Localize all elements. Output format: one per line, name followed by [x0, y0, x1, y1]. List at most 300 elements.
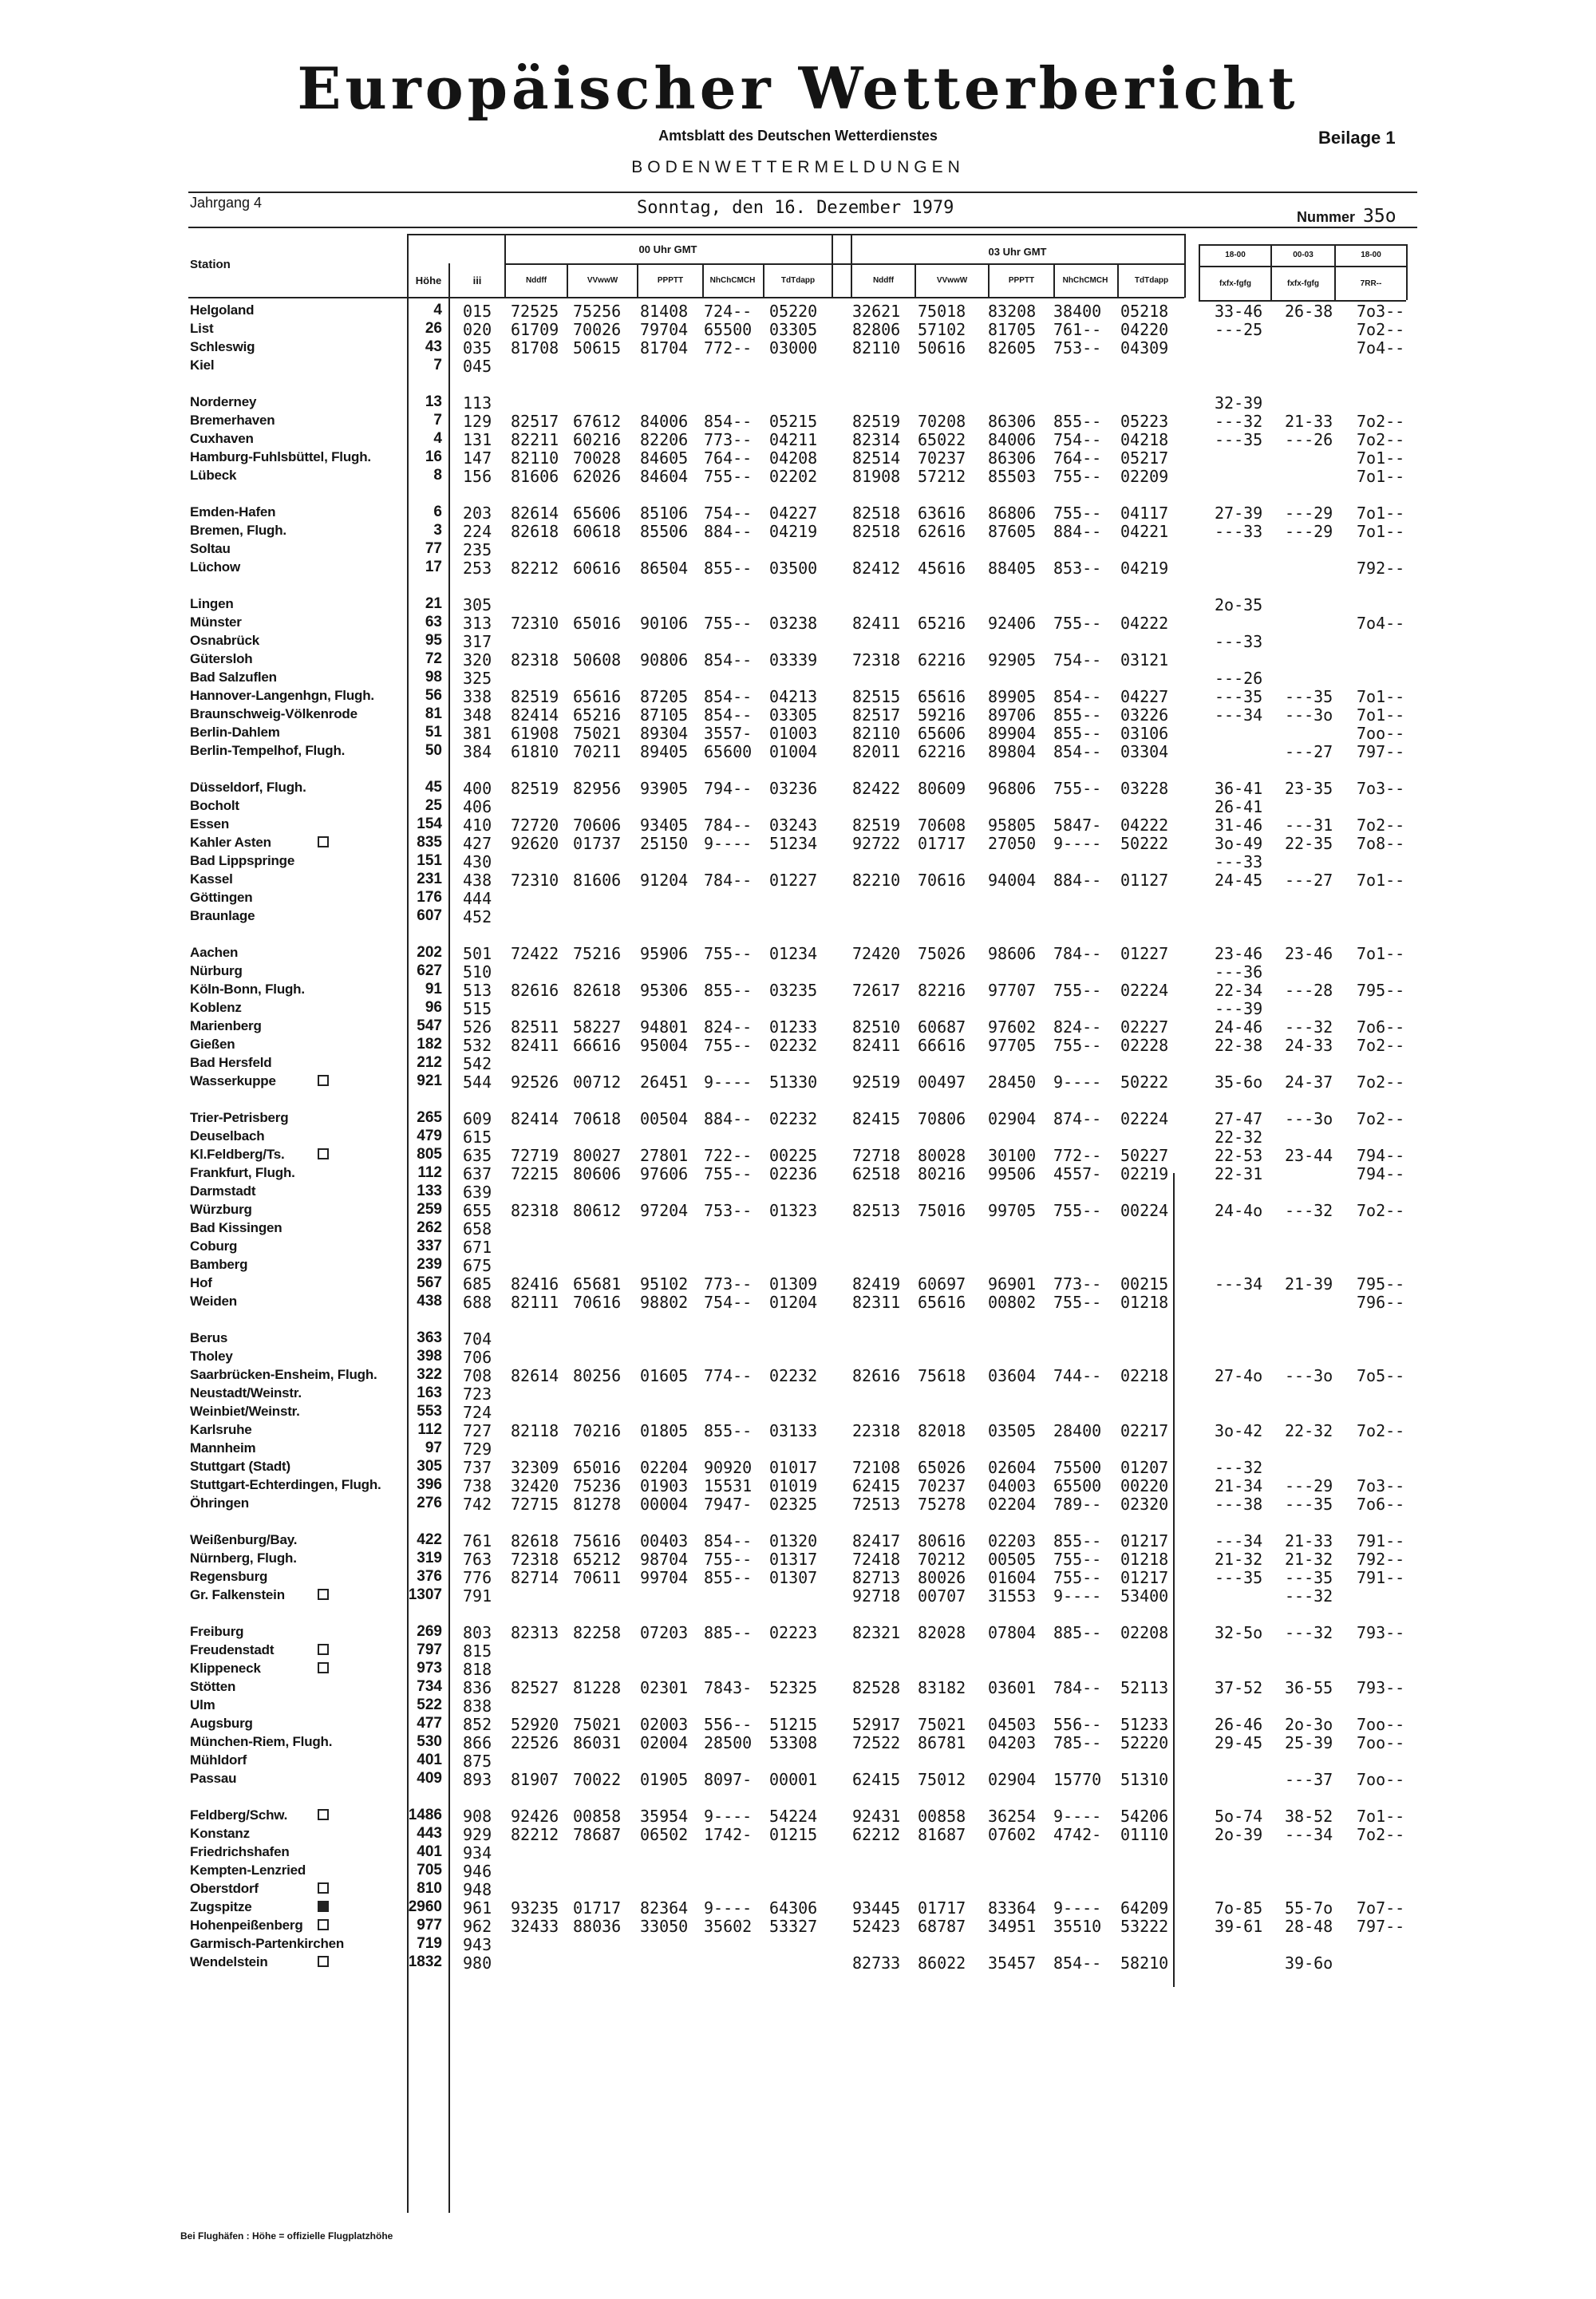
extra-r1: 21-34: [1215, 1476, 1263, 1495]
obs-03-group: 86781: [918, 1733, 966, 1752]
station-name: Köln-Bonn, Flugh.: [190, 982, 305, 997]
station-name: Cuxhaven: [190, 431, 254, 446]
obs-00-group: 85506: [640, 522, 689, 541]
station-name: Stötten: [190, 1679, 236, 1694]
obs-03-group: 853--: [1053, 559, 1102, 578]
obs-03-group: 84006: [988, 430, 1037, 449]
obs-03-group: 82216: [918, 981, 966, 1000]
extra-r2: ---34: [1285, 1825, 1333, 1844]
obs-00-group: 05215: [769, 412, 818, 431]
obs-00-group: 80606: [573, 1164, 622, 1183]
station-height: 319: [417, 1550, 442, 1566]
obs-03-group: 92519: [852, 1072, 901, 1092]
extra-r2: 21-33: [1285, 412, 1333, 431]
station-name: Coburg: [190, 1238, 238, 1254]
obs-03-group: 96901: [988, 1274, 1037, 1294]
obs-03-group: 89804: [988, 742, 1037, 761]
obs-00-group: 89405: [640, 742, 689, 761]
station-marker-open-icon: [318, 836, 329, 847]
table-row: [0, 614, 1596, 631]
obs-03-group: 92406: [988, 614, 1037, 633]
obs-03-group: 755--: [1053, 779, 1102, 798]
station-height: 133: [417, 1183, 442, 1199]
obs-00-group: 92620: [511, 834, 559, 853]
obs-00-group: 01017: [769, 1458, 818, 1477]
extra-r3: 7o1--: [1357, 687, 1405, 706]
obs-00-group: 72310: [511, 871, 559, 890]
extra-r3: 7o2--: [1357, 1109, 1405, 1128]
station-height: 7: [433, 412, 442, 429]
obs-00-group: 60618: [573, 522, 622, 541]
obs-00-group: 51215: [769, 1715, 818, 1734]
station-index: 737: [463, 1458, 492, 1477]
extra-r3: 792--: [1357, 559, 1405, 578]
extra-r1: ---34: [1215, 1531, 1263, 1550]
station-index: 131: [463, 430, 492, 449]
station-height: 553: [417, 1403, 442, 1420]
station-height: 401: [417, 1843, 442, 1860]
table-row: [0, 797, 1596, 815]
table-row: [0, 1678, 1596, 1696]
obs-00-group: 82614: [511, 1366, 559, 1385]
station-name: Gr. Falkenstein: [190, 1587, 285, 1602]
table-row: [0, 1715, 1596, 1732]
obs-00-group: 80256: [573, 1366, 622, 1385]
station-name: Osnabrück: [190, 633, 260, 648]
obs-00-group: 82527: [511, 1678, 559, 1697]
obs-00-group: 82211: [511, 430, 559, 449]
obs-00-group: 722--: [704, 1146, 753, 1165]
obs-03-group: 63616: [918, 504, 966, 523]
obs-00-group: 72310: [511, 614, 559, 633]
table-row: [0, 1807, 1596, 1824]
station-name: Garmisch-Partenkirchen: [190, 1936, 345, 1951]
obs-00-group: 88036: [573, 1917, 622, 1936]
station-name: Kiel: [190, 357, 215, 373]
obs-03-group: 03304: [1120, 742, 1169, 761]
obs-03-group: 02217: [1120, 1421, 1169, 1440]
table-row: [0, 907, 1596, 925]
table-row: [0, 1953, 1596, 1971]
station-index: 430: [463, 852, 492, 871]
station-index: 203: [463, 504, 492, 523]
obs-00-group: 01317: [769, 1550, 818, 1569]
obs-00-group: 81606: [573, 871, 622, 890]
obs-03-group: 51310: [1120, 1770, 1169, 1789]
station-marker-open-icon: [318, 1075, 329, 1086]
station-index: 943: [463, 1935, 492, 1954]
station-name: Lüchow: [190, 559, 241, 575]
extra-r1: 2o-35: [1215, 595, 1263, 614]
obs-00-group: 60216: [573, 430, 622, 449]
station-index: 948: [463, 1880, 492, 1899]
station-height: 322: [417, 1366, 442, 1383]
obs-03-group: 01227: [1120, 944, 1169, 963]
obs-03-group: 04227: [1120, 687, 1169, 706]
station-name: Bad Hersfeld: [190, 1055, 272, 1070]
obs-00-group: 87105: [640, 705, 689, 725]
station-height: 1832: [408, 1953, 442, 1970]
station-height: 276: [417, 1495, 442, 1511]
table-row: [0, 632, 1596, 650]
obs-03-group: 81705: [988, 320, 1037, 339]
obs-03-group: 02604: [988, 1458, 1037, 1477]
obs-00-group: 65016: [573, 1458, 622, 1477]
obs-00-group: 91204: [640, 871, 689, 890]
obs-00-group: 7843-: [704, 1678, 753, 1697]
extra-r2: 39-6o: [1285, 1953, 1333, 1973]
obs-03-group: 62415: [852, 1770, 901, 1789]
obs-00-group: 90806: [640, 650, 689, 670]
obs-00-group: 53327: [769, 1917, 818, 1936]
obs-03-group: 04222: [1120, 816, 1169, 835]
obs-00-group: 02232: [769, 1036, 818, 1055]
col-header-hoehe: Höhe: [415, 275, 442, 286]
station-name: Deuselbach: [190, 1128, 265, 1144]
station-index: 708: [463, 1366, 492, 1385]
page-title: Europäischer Wetterbericht: [297, 54, 1299, 122]
obs-00-group: 753--: [704, 1201, 753, 1220]
station-height: 567: [417, 1274, 442, 1291]
extra-r3: 7o6--: [1357, 1495, 1405, 1514]
station-height: 154: [417, 816, 442, 832]
obs-03-group: 01218: [1120, 1293, 1169, 1312]
station-height: 522: [417, 1697, 442, 1713]
obs-03-group: 65026: [918, 1458, 966, 1477]
station-height: 835: [417, 834, 442, 851]
station-name: Passau: [190, 1771, 237, 1786]
obs-00-group: 70606: [573, 816, 622, 835]
station-index: 946: [463, 1862, 492, 1881]
obs-00-group: 774--: [704, 1366, 753, 1385]
obs-03-group: 36254: [988, 1807, 1037, 1826]
obs-00-group: 81907: [511, 1770, 559, 1789]
obs-00-group: 87205: [640, 687, 689, 706]
station-height: 72: [425, 650, 442, 667]
extra-r1: 21-32: [1215, 1550, 1263, 1569]
obs-03-group: 82528: [852, 1678, 901, 1697]
obs-03-group: 92722: [852, 834, 901, 853]
station-height: 265: [417, 1109, 442, 1126]
obs-00-group: 755--: [704, 467, 753, 486]
station-height: 810: [417, 1880, 442, 1897]
obs-03-group: 04218: [1120, 430, 1169, 449]
table-row: [0, 962, 1596, 980]
r2-header: 00-03: [1293, 251, 1314, 259]
extra-r2: ---27: [1285, 742, 1333, 761]
extra-r3: 7o1--: [1357, 467, 1405, 486]
obs-03-group: 82018: [918, 1421, 966, 1440]
obs-03-group: 07602: [988, 1825, 1037, 1844]
station-name: Bad Salzuflen: [190, 670, 277, 685]
station-height: 719: [417, 1935, 442, 1952]
obs-00-group: 755--: [704, 944, 753, 963]
obs-00-group: 82318: [511, 650, 559, 670]
obs-00-group: 01227: [769, 871, 818, 890]
obs-00-group: 755--: [704, 1164, 753, 1183]
obs-00-group: 70616: [573, 1293, 622, 1312]
obs-03-group: 854--: [1053, 1953, 1102, 1973]
obs-00-group: 54224: [769, 1807, 818, 1826]
obs-03-group: 04203: [988, 1733, 1037, 1752]
obs-03-group: 03505: [988, 1421, 1037, 1440]
jahrgang: Jahrgang 4: [190, 195, 263, 211]
extra-r3: 7o2--: [1357, 816, 1405, 835]
obs-03-group: 02218: [1120, 1366, 1169, 1385]
obs-03-group: 68787: [918, 1917, 966, 1936]
obs-00-group: 92526: [511, 1072, 559, 1092]
obs-00-group: 65606: [573, 504, 622, 523]
station-height: 26: [425, 320, 442, 337]
station-index: 410: [463, 816, 492, 835]
obs-00-group: 03305: [769, 320, 818, 339]
obs-00-group: 70211: [573, 742, 622, 761]
station-name: Trier-Petrisberg: [190, 1110, 289, 1125]
col-header-00-gmt: 00 Uhr GMT: [638, 243, 697, 255]
station-name: Bocholt: [190, 798, 239, 813]
obs-00-group: 04211: [769, 430, 818, 449]
obs-03-group: 824--: [1053, 1017, 1102, 1037]
obs-00-group: 07203: [640, 1623, 689, 1642]
obs-00-group: 52920: [511, 1715, 559, 1734]
station-name: Berlin-Tempelhof, Flugh.: [190, 743, 346, 758]
obs-03-group: 75018: [918, 302, 966, 321]
extra-r1: 39-61: [1215, 1917, 1263, 1936]
table-row: [0, 559, 1596, 576]
table-row: [0, 705, 1596, 723]
obs-00-group: 80027: [573, 1146, 622, 1165]
station-height: 50: [425, 742, 442, 759]
station-height: 163: [417, 1385, 442, 1401]
extra-r2: 25-39: [1285, 1733, 1333, 1752]
station-marker-open-icon: [318, 1148, 329, 1159]
obs-03-group: 72617: [852, 981, 901, 1000]
station-height: 56: [425, 687, 442, 704]
obs-00-group: 75021: [573, 724, 622, 743]
obs-03-group: 70237: [918, 448, 966, 468]
obs-03-group: 65616: [918, 1293, 966, 1312]
extra-r2: ---26: [1285, 430, 1333, 449]
obs-03-group: 884--: [1053, 522, 1102, 541]
obs-03-group: 02203: [988, 1531, 1037, 1550]
station-height: 396: [417, 1476, 442, 1493]
extra-r2: 22-35: [1285, 834, 1333, 853]
station-height: 305: [417, 1458, 442, 1475]
station-index: 406: [463, 797, 492, 816]
obs-00-group: 02004: [640, 1733, 689, 1752]
obs-00-group: 65500: [704, 320, 753, 339]
obs-00-group: 01309: [769, 1274, 818, 1294]
obs-03-group: 02208: [1120, 1623, 1169, 1642]
obs-00-group: 61709: [511, 320, 559, 339]
obs-00-group: 02232: [769, 1109, 818, 1128]
obs-03-group: 9----: [1053, 834, 1102, 853]
obs-03-group: 784--: [1053, 1678, 1102, 1697]
station-index: 875: [463, 1752, 492, 1771]
obs-03-group: 35510: [1053, 1917, 1102, 1936]
station-name: Lingen: [190, 596, 234, 611]
obs-00-group: 52325: [769, 1678, 818, 1697]
station-index: 908: [463, 1807, 492, 1826]
table-row: [0, 1274, 1596, 1292]
station-height: 16: [425, 448, 442, 465]
obs-00-group: 01234: [769, 944, 818, 963]
station-height: 77: [425, 540, 442, 557]
obs-03-group: 82422: [852, 779, 901, 798]
table-row: [0, 1733, 1596, 1751]
r3-subheader: 7RR--: [1360, 279, 1382, 288]
beilage-label: Beilage 1: [1318, 128, 1396, 148]
obs-00-group: 82614: [511, 504, 559, 523]
obs-03-group: 62212: [852, 1825, 901, 1844]
r3-header: 18-00: [1361, 251, 1381, 259]
obs-00-group: 00712: [573, 1072, 622, 1092]
obs-03-group: 75016: [918, 1201, 966, 1220]
station-height: 977: [417, 1917, 442, 1934]
station-name: Kl.Feldberg/Ts.: [190, 1147, 285, 1162]
station-name: Klippeneck: [190, 1661, 261, 1676]
station-index: 113: [463, 393, 492, 413]
obs-03-group: 31553: [988, 1586, 1037, 1606]
obs-00-group: 82414: [511, 705, 559, 725]
obs-00-group: 854--: [704, 412, 753, 431]
obs-00-group: 9----: [704, 834, 753, 853]
obs-03-group: 89706: [988, 705, 1037, 725]
station-name: Saarbrücken-Ensheim, Flugh.: [190, 1367, 377, 1382]
obs-00-group: 04219: [769, 522, 818, 541]
obs-00-group: 02236: [769, 1164, 818, 1183]
table-row: [0, 1146, 1596, 1163]
subheader-a-1: VVwwW: [587, 276, 618, 285]
extra-r1: 29-45: [1215, 1733, 1263, 1752]
station-index: 704: [463, 1329, 492, 1349]
station-height: 3: [433, 522, 442, 539]
station-name: Gütersloh: [190, 651, 253, 666]
obs-03-group: 82011: [852, 742, 901, 761]
extra-r1: ---35: [1215, 430, 1263, 449]
obs-00-group: 82956: [573, 779, 622, 798]
station-name: Bad Kissingen: [190, 1220, 282, 1235]
obs-00-group: 754--: [704, 504, 753, 523]
extra-r2: 36-55: [1285, 1678, 1333, 1697]
obs-03-group: 855--: [1053, 1531, 1102, 1550]
station-marker-open-icon: [318, 1882, 329, 1894]
station-name: Oberstdorf: [190, 1881, 259, 1896]
table-row: [0, 595, 1596, 613]
table-header-top: [409, 234, 1184, 235]
station-height: 13: [425, 393, 442, 410]
obs-00-group: 94801: [640, 1017, 689, 1037]
station-index: 815: [463, 1641, 492, 1661]
extra-r3: 7o2--: [1357, 430, 1405, 449]
obs-00-group: 78687: [573, 1825, 622, 1844]
station-name: Weinbiet/Weinstr.: [190, 1404, 300, 1419]
station-marker-open-icon: [318, 1644, 329, 1655]
station-index: 763: [463, 1550, 492, 1569]
obs-03-group: 82411: [852, 1036, 901, 1055]
station-index: 235: [463, 540, 492, 559]
obs-00-group: 32309: [511, 1458, 559, 1477]
obs-00-group: 02204: [640, 1458, 689, 1477]
table-row: [0, 320, 1596, 338]
station-name: Wendelstein: [190, 1954, 268, 1969]
extra-r3: 7o3--: [1357, 779, 1405, 798]
obs-00-group: 70216: [573, 1421, 622, 1440]
table-row: [0, 889, 1596, 907]
extra-r2: ---35: [1285, 687, 1333, 706]
table-row: [0, 1128, 1596, 1145]
station-height: 182: [417, 1036, 442, 1053]
extra-r1: 32-5o: [1215, 1623, 1263, 1642]
obs-03-group: 72522: [852, 1733, 901, 1752]
obs-03-group: 92718: [852, 1586, 901, 1606]
obs-00-group: 755--: [704, 614, 753, 633]
station-name: Bremen, Flugh.: [190, 523, 286, 538]
table-row: [0, 1238, 1596, 1255]
obs-03-group: 01604: [988, 1568, 1037, 1587]
obs-00-group: 854--: [704, 687, 753, 706]
extra-r2: 24-37: [1285, 1072, 1333, 1092]
extra-r2: ---29: [1285, 1476, 1333, 1495]
obs-03-group: 82733: [852, 1953, 901, 1973]
station-name: Koblenz: [190, 1000, 242, 1015]
extra-r1: ---33: [1215, 632, 1263, 651]
station-name: Kahler Asten: [190, 835, 271, 850]
station-height: 627: [417, 962, 442, 979]
extra-r3: 791--: [1357, 1568, 1405, 1587]
station-index: 427: [463, 834, 492, 853]
extra-r2: 38-52: [1285, 1807, 1333, 1826]
station-name: Schleswig: [190, 339, 255, 354]
obs-00-group: 855--: [704, 981, 753, 1000]
obs-00-group: 25150: [640, 834, 689, 853]
extra-r2: ---31: [1285, 816, 1333, 835]
extra-r2: 21-33: [1285, 1531, 1333, 1550]
col-divider-group-end: [1184, 234, 1186, 298]
obs-00-group: 61908: [511, 724, 559, 743]
obs-00-group: 05220: [769, 302, 818, 321]
obs-00-group: 70022: [573, 1770, 622, 1789]
obs-03-group: 04503: [988, 1715, 1037, 1734]
table-row: [0, 999, 1596, 1017]
station-name: Nürburg: [190, 963, 243, 978]
table-row: [0, 944, 1596, 962]
obs-03-group: 52423: [852, 1917, 901, 1936]
station-name: Kassel: [190, 871, 233, 887]
station-height: 921: [417, 1072, 442, 1089]
subheader-b-4: TdTdapp: [1134, 276, 1169, 285]
obs-03-group: 65606: [918, 724, 966, 743]
table-row: [0, 1586, 1596, 1604]
obs-00-group: 61810: [511, 742, 559, 761]
col-divider-gap-left: [832, 234, 833, 298]
table-row: [0, 1219, 1596, 1237]
station-name: List: [190, 321, 214, 336]
obs-00-group: 72715: [511, 1495, 559, 1514]
obs-00-group: 764--: [704, 448, 753, 468]
obs-00-group: 03243: [769, 816, 818, 835]
obs-00-group: 82618: [511, 522, 559, 541]
issue-number-value: 35o: [1363, 206, 1396, 227]
obs-00-group: 784--: [704, 816, 753, 835]
obs-00-group: 01019: [769, 1476, 818, 1495]
col-divider-gap-right: [851, 234, 852, 298]
obs-03-group: 51233: [1120, 1715, 1169, 1734]
table-row: [0, 467, 1596, 484]
obs-03-group: 00802: [988, 1293, 1037, 1312]
extra-r3: 7o2--: [1357, 1036, 1405, 1055]
obs-00-group: 03339: [769, 650, 818, 670]
